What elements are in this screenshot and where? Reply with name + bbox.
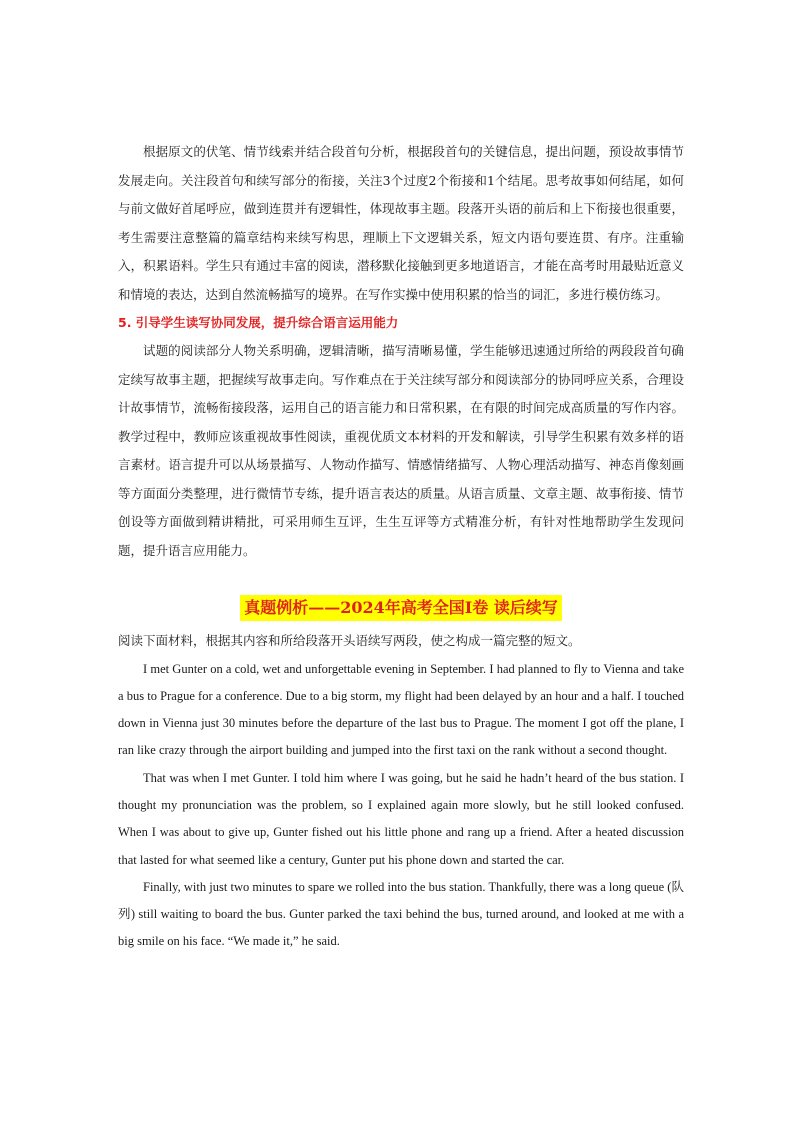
exam-banner-container [118,595,684,621]
exam-banner: 真题例析——2024年高考全国I卷 读后续写 [240,595,562,621]
analysis-paragraph: 根据原文的伏笔、情节线索并结合段首句分析，根据段首句的关键信息，提出问题，预设故事情节发展走向。关注段首句和续写部分的衔接，关注3个过度2个衔接和1个结尾。思考故事如何结尾，如何与前文做好首尾呼应，做到连贯并有逻辑性，体现故事主题。段落开头语的前后和上下衔接也很重要，考生需要注意整篇的篇章结构来续写构思，理顺上下文逻辑关系，短文内语句要连贯、有序。注重输入，积累语料。学生只有通过丰富的阅读，潜移默化接触到更多地道语言，才能在高考时用最贴近意义和情境的表达，达到自然流畅描写的境界。在写作实操中使用积累的恰当的词汇，多进行模仿练习。 [118,144,684,302]
instruction-text: 阅读下面材料，根据其内容和所给段落开头语续写两段，使之构成一篇完整的短文。 [118,633,581,648]
story-paragraph-3: Finally, with just two minutes to spare we rolled into the bus station. Thankfully, there was a long queue (队列) still waiting to board the bus. Gunter parked the taxi behind the bus, turned around, and looked at me with a big smile on his face. “We made it,” he said. [118,879,684,949]
section-5-heading: 5. 引导学生读写协同发展，提升综合语言运用能力 [118,315,399,330]
document-page [118,138,684,956]
story-paragraph-2: That was when I met Gunter. I told him where I was going, but he said he hadn’t heard of the bus station. I thought my pronunciation was the problem, so I explained again more slowly, but he still looked confused. When I was about to give up, Gunter fished out his little phone and rang up a friend. After a heated discussion that lasted for what seemed like a century, Gunter put his phone down and started the car. [118,770,684,867]
story-paragraph-1: I met Gunter on a cold, wet and unforgettable evening in September. I had planned to fly to Vienna and take a bus to Prague for a conference. Due to a big storm, my flight had been delayed by an hour and a half. I touched down in Vienna just 30 minutes before the departure of the last bus to Prague. The moment I got off the plane, I ran like crazy through the airport building and jumped into the first taxi on the rank without a second thought. [118,661,684,758]
section-5-body: 试题的阅读部分人物关系明确，逻辑清晰，描写清晰易懂，学生能够迅速通过所给的两段段首句确定续写故事主题，把握续写故事走向。写作难点在于关注续写部分和阅读部分的协同呼应关系，合理设计故事情节，流畅衔接段落，运用自己的语言能力和日常积累，在有限的时间完成高质量的写作内容。教学过程中，教师应该重视故事性阅读，重视优质文本材料的开发和解读，引导学生积累有效多样的语言素材。语言提升可以从场景描写、人物动作描写、情感情绪描写、人物心理活动描写、神态肖像刻画等方面面分类整理，进行微情节专练，提升语言表达的质量。从语言质量、文章主题、故事衔接、情节创设等方面做到精讲精批，可采用师生互评，生生互评等方式精准分析，有针对性地帮助学生发现问题，提升语言应用能力。 [118,343,684,558]
